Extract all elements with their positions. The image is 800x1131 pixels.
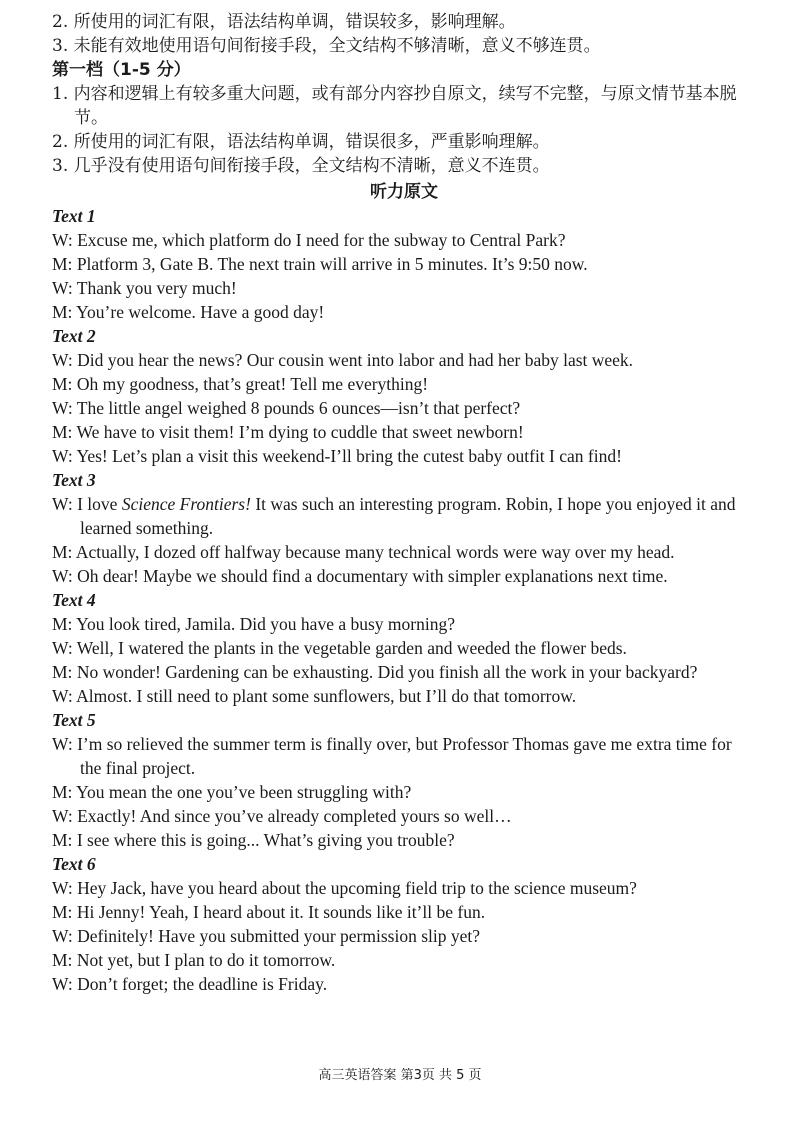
speaker-label: M:: [52, 254, 73, 274]
transcript-section: [52, 852, 756, 996]
line-text: Almost. I still need to plant some sunflowers, but I’ll do that tomorrow.: [76, 686, 577, 706]
speaker-label: W:: [52, 494, 73, 514]
transcript-section: [52, 588, 756, 708]
speaker-label: M:: [52, 302, 73, 322]
line-text: I’m so relieved the summer term is finally over, but Professor Thomas gave me extra time for the final project.: [77, 734, 732, 778]
speaker-label: M:: [52, 614, 73, 634]
speaker-label: W:: [52, 350, 73, 370]
line-text: It was such an interesting program. Robin, I hope you enjoyed it and learned something.: [80, 494, 736, 538]
line-text: Well, I watered the plants in the vegetable garden and weeded the flower beds.: [76, 638, 627, 658]
transcript-section: [52, 708, 756, 852]
speaker-label: M:: [52, 782, 73, 802]
dialogue-line: [52, 492, 756, 540]
speaker-label: M:: [52, 422, 73, 442]
text-label: Text 2: [52, 326, 96, 346]
speaker-label: M:: [52, 950, 73, 970]
line-text: Oh dear! Maybe we should find a documentary with simpler explanations next time.: [77, 566, 668, 586]
line-text-before: I love: [77, 494, 122, 514]
line-text: Hey Jack, have you heard about the upcoming field trip to the science museum?: [77, 878, 637, 898]
program-title: Science Frontiers!: [121, 494, 251, 514]
dialogue-line: [52, 540, 756, 564]
dialogue-line: [52, 300, 756, 324]
dialogue-line: [52, 948, 756, 972]
line-text: We have to visit them! I’m dying to cuddle that sweet newborn!: [76, 422, 524, 442]
rubric-item: 2. 所使用的词汇有限，语法结构单调，错误较多，影响理解。: [52, 12, 516, 32]
speaker-label: M:: [52, 374, 73, 394]
dialogue-line: [52, 276, 756, 300]
line-text: Actually, I dozed off halfway because many technical words were way over my head.: [75, 542, 675, 562]
speaker-label: M:: [52, 902, 73, 922]
line-text: Definitely! Have you submitted your permission slip yet?: [77, 926, 481, 946]
line-text: Yes! Let’s plan a visit this weekend-I’ll bring the cutest baby outfit I can find!: [76, 446, 622, 466]
dialogue-line: [52, 396, 756, 420]
transcript-section: [52, 324, 756, 468]
dialogue-line: [52, 780, 756, 804]
dialogue-line: [52, 900, 756, 924]
page-footer: 高三英语答案 第3页 共 5 页: [318, 1068, 482, 1083]
text-label: Text 1: [52, 206, 96, 226]
transcript-section: [52, 468, 756, 588]
text-label: Text 3: [52, 470, 96, 490]
line-text: Did you hear the news? Our cousin went into labor and had her baby last week.: [77, 350, 634, 370]
speaker-label: W:: [52, 566, 73, 586]
line-text: The little angel weighed 8 pounds 6 ounces—isn’t that perfect?: [76, 398, 521, 418]
transcript-section: [52, 204, 756, 324]
line-text: Thank you very much!: [76, 278, 237, 298]
line-text: Exactly! And since you’ve already completed yours so well…: [77, 806, 512, 826]
dialogue-line: [52, 252, 756, 276]
speaker-label: M:: [52, 662, 73, 682]
line-text: I see where this is going... What’s giving you trouble?: [76, 830, 455, 850]
speaker-label: M:: [52, 830, 73, 850]
dialogue-line: [52, 828, 756, 852]
dialogue-line: [52, 228, 756, 252]
rubric-band-1: [52, 82, 756, 178]
dialogue-line: [52, 660, 756, 684]
listening-transcripts: [52, 204, 756, 996]
speaker-label: M:: [52, 542, 73, 562]
dialogue-line: [52, 372, 756, 396]
dialogue-line: [52, 612, 756, 636]
dialogue-line: [52, 972, 756, 996]
band-title: 第一档（1-5 分）: [52, 60, 191, 80]
speaker-label: W:: [52, 230, 73, 250]
line-text: You look tired, Jamila. Did you have a busy morning?: [76, 614, 455, 634]
rubric-item: 1. 内容和逻辑上有较多重大问题，或有部分内容抄自原文，续写不完整，与原文情节基本脱节。: [52, 84, 737, 128]
dialogue-line: [52, 564, 756, 588]
rubric-band-2-tail: [52, 10, 756, 58]
line-text: Not yet, but I plan to do it tomorrow.: [76, 950, 336, 970]
line-text: Oh my goodness, that’s great! Tell me everything!: [76, 374, 429, 394]
speaker-label: W:: [52, 686, 73, 706]
line-text: No wonder! Gardening can be exhausting. Did you finish all the work in your backyard?: [76, 662, 698, 682]
dialogue-line: [52, 732, 756, 780]
dialogue-line: [52, 804, 756, 828]
dialogue-line: [52, 876, 756, 900]
speaker-label: W:: [52, 974, 73, 994]
rubric-item: 3. 未能有效地使用语句间衔接手段，全文结构不够清晰，意义不够连贯。: [52, 36, 601, 56]
dialogue-line: [52, 636, 756, 660]
speaker-label: W:: [52, 734, 73, 754]
speaker-label: W:: [52, 278, 73, 298]
dialogue-line: [52, 420, 756, 444]
dialogue-line: [52, 924, 756, 948]
rubric-item: 2. 所使用的词汇有限，语法结构单调，错误很多，严重影响理解。: [52, 132, 550, 152]
line-text: Don’t forget; the deadline is Friday.: [77, 974, 328, 994]
line-text: You’re welcome. Have a good day!: [76, 302, 325, 322]
speaker-label: W:: [52, 926, 73, 946]
dialogue-line: [52, 348, 756, 372]
section-title: 听力原文: [370, 182, 438, 202]
dialogue-line: [52, 444, 756, 468]
text-label: Text 6: [52, 854, 96, 874]
line-text: You mean the one you’ve been struggling with?: [76, 782, 412, 802]
speaker-label: W:: [52, 638, 73, 658]
text-label: Text 5: [52, 710, 96, 730]
speaker-label: W:: [52, 806, 73, 826]
line-text: Hi Jenny! Yeah, I heard about it. It sounds like it’ll be fun.: [76, 902, 486, 922]
speaker-label: W:: [52, 398, 73, 418]
rubric-item: 3. 几乎没有使用语句间衔接手段，全文结构不清晰，意义不连贯。: [52, 156, 550, 176]
speaker-label: W:: [52, 878, 73, 898]
line-text: Platform 3, Gate B. The next train will arrive in 5 minutes. It’s 9:50 now.: [76, 254, 588, 274]
text-label: Text 4: [52, 590, 96, 610]
dialogue-line: [52, 684, 756, 708]
speaker-label: W:: [52, 446, 73, 466]
line-text: Excuse me, which platform do I need for the subway to Central Park?: [77, 230, 566, 250]
